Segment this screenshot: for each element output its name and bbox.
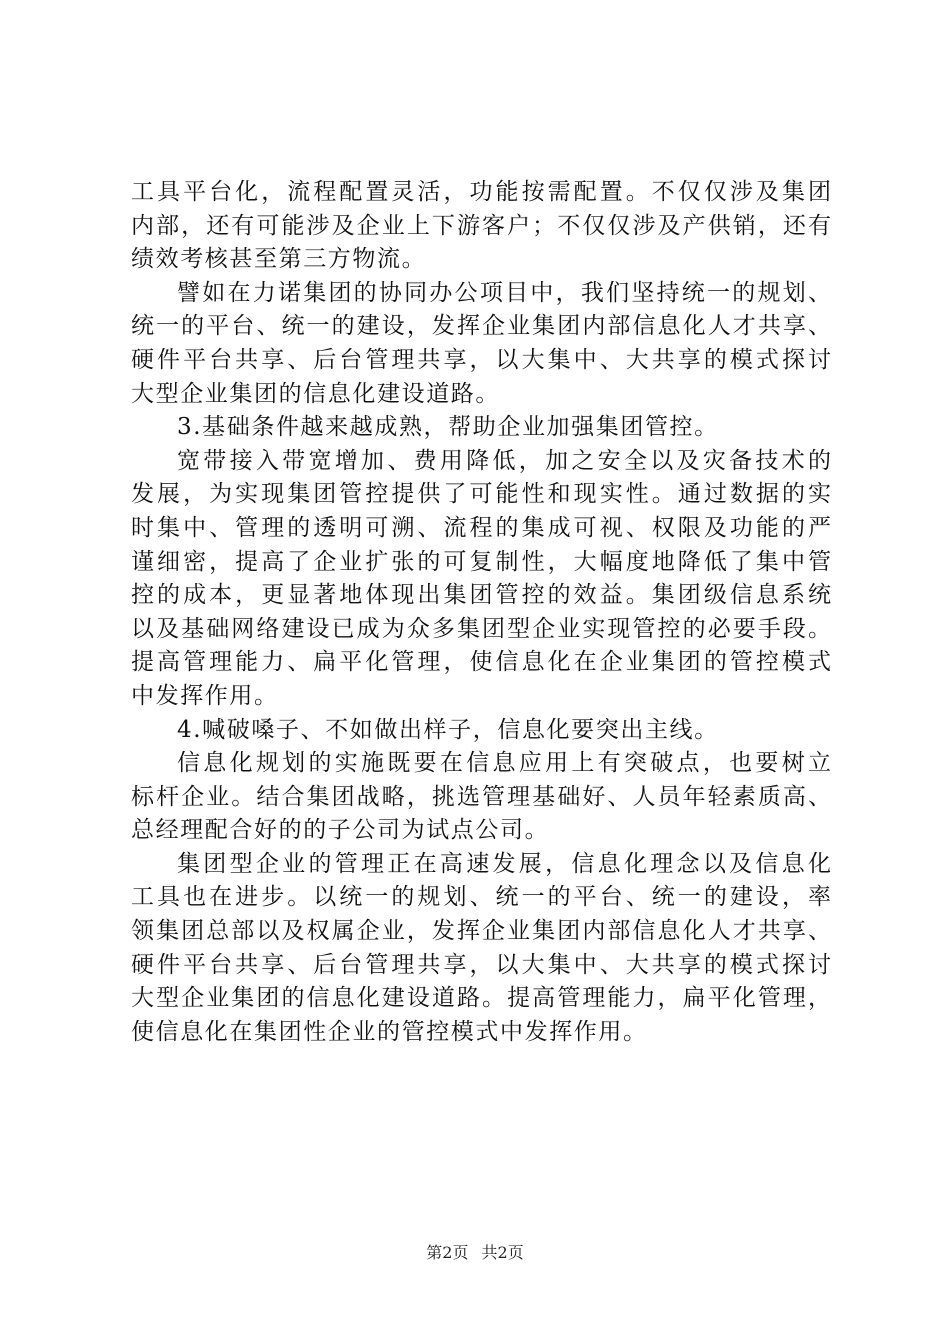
text-line: 控的成本，更显著地体现出集团管控的效益。集团级信息系统: [131, 582, 831, 609]
text-line: 时集中、管理的透明可溯、流程的集成可视、权限及功能的严: [131, 514, 831, 541]
document-body: [131, 176, 831, 1049]
text-line: 大型企业集团的信息化建设道路。: [131, 380, 500, 407]
text-line: 使信息化在集团性企业的管控模式中发挥作用。: [131, 1018, 648, 1045]
text-line: 大型企业集团的信息化建设道路。提高管理能力，扁平化管理，: [131, 985, 831, 1012]
text-line: 谨细密，提高了企业扩张的可复制性，大幅度地降低了集中管: [131, 548, 831, 575]
text-line: 领集团总部以及权属企业，发挥企业集团内部信息化人才共享、: [131, 918, 831, 945]
page-total: 共2页: [481, 1243, 524, 1262]
text-line: 信息化规划的实施既要在信息应用上有突破点，也要树立: [177, 750, 831, 777]
text-line: 以及基础网络建设已成为众多集团型企业实现管控的必要手段。: [131, 615, 831, 642]
text-line: 标杆企业。结合集团战略，挑选管理基础好、人员年轻素质高、: [131, 783, 831, 810]
page-number: 第2页: [426, 1243, 469, 1262]
text-line: 宽带接入带宽增加、费用降低，加之安全以及灾备技术的: [177, 447, 831, 474]
text-line: 统一的平台、统一的建设，发挥企业集团内部信息化人才共享、: [131, 313, 831, 340]
text-line: 绩效考核甚至第三方物流。: [131, 246, 427, 273]
text-line: 4.喊破嗓子、不如做出样子，信息化要突出主线。: [177, 716, 719, 743]
text-line: 发展，为实现集团管控提供了可能性和现实性。通过数据的实: [131, 481, 831, 508]
page-footer: [0, 1243, 950, 1263]
text-line: 集团型企业的管理正在高速发展，信息化理念以及信息化: [177, 850, 831, 877]
text-line: 工具平台化，流程配置灵活，功能按需配置。不仅仅涉及集团: [131, 179, 831, 205]
text-line: 3.基础条件越来越成熟，帮助企业加强集团管控。: [177, 414, 719, 441]
text-line: 工具也在进步。以统一的规划、统一的平台、统一的建设，率: [131, 884, 831, 911]
text-line: 硬件平台共享、后台管理共享，以大集中、大共享的模式探讨: [131, 951, 831, 978]
text-line: 总经理配合好的的子公司为试点公司。: [131, 817, 550, 844]
text-line: 譬如在力诺集团的协同办公项目中，我们坚持统一的规划、: [177, 279, 831, 306]
text-line: 中发挥作用。: [131, 682, 279, 709]
text-line: 硬件平台共享、后台管理共享，以大集中、大共享的模式探讨: [131, 346, 831, 373]
text-line: 内部，还有可能涉及企业上下游客户；不仅仅涉及产供销，还有: [131, 212, 831, 239]
text-line: 提高管理能力、扁平化管理，使信息化在企业集团的管控模式: [131, 649, 831, 676]
